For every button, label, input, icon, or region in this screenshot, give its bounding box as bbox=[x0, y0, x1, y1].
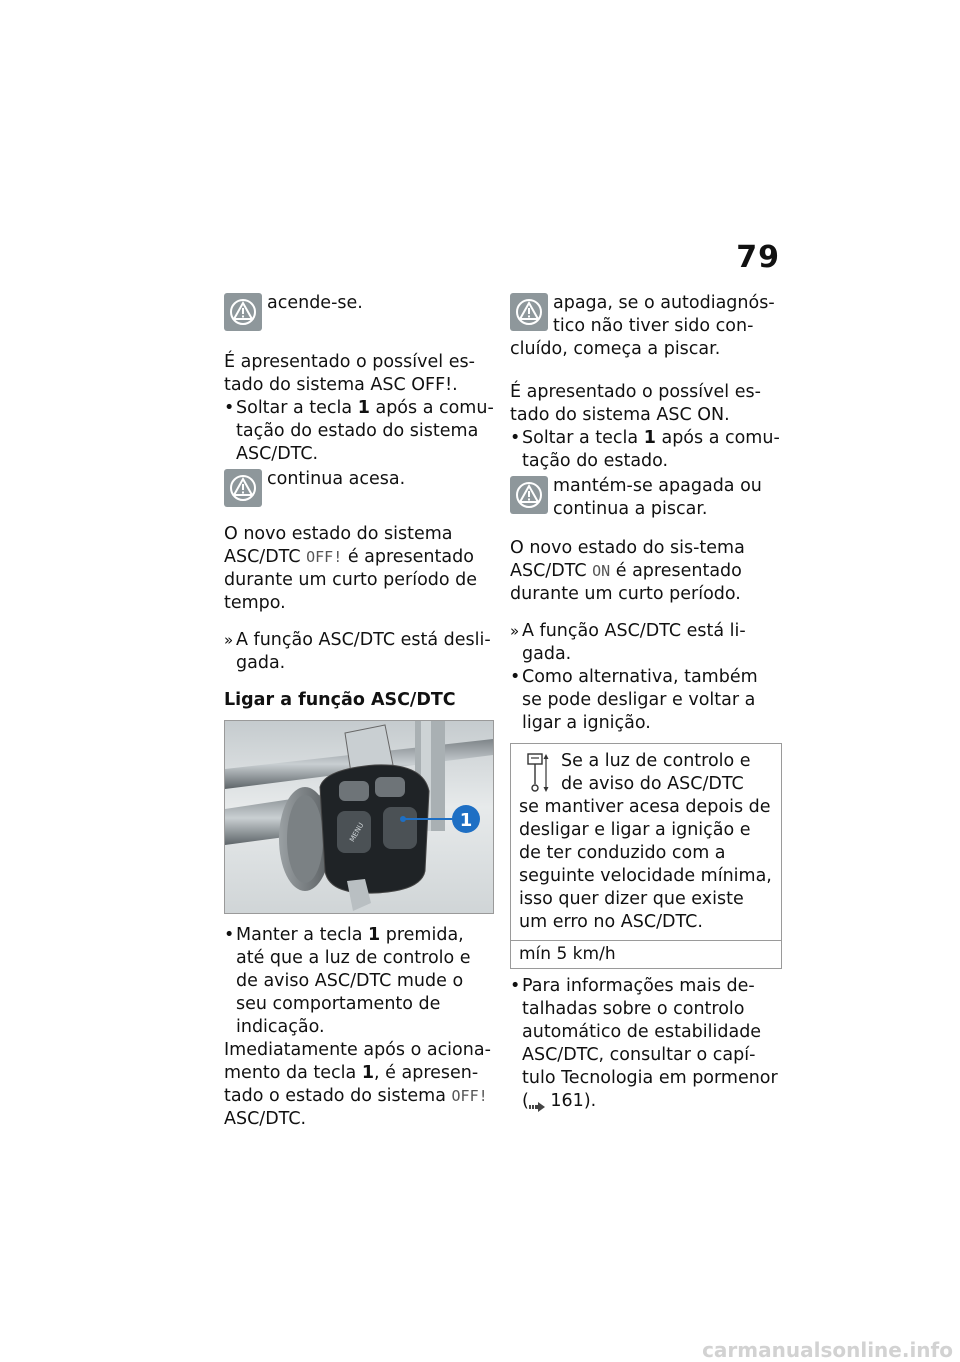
paragraph-new-state: O novo estado do sistema ASC/DTC OFF! é apresentado durante um curto período de tempo. bbox=[224, 524, 478, 613]
asc-warning-light-icon bbox=[224, 469, 262, 507]
bullet-release-key: • Soltar a tecla 1 após a comu-tação do estado do sistema ASC/DTC. bbox=[224, 397, 496, 466]
reference-page-number[interactable]: 161 bbox=[550, 1091, 584, 1111]
asc-warning-light-icon bbox=[510, 476, 548, 514]
asc-warning-light-icon bbox=[224, 293, 262, 331]
warning-text-1: acende-se. bbox=[267, 293, 363, 313]
bullet-hold-key: • Manter a tecla 1 premida, até que a luz de controlo e de aviso ASC/DTC mude o seu comportamento de indicação. bbox=[224, 924, 496, 1039]
paragraph-new-state-on: O novo estado do sis-tema ASC/DTC ON é apresentado durante um curto período. bbox=[510, 538, 745, 604]
warning-row-2 bbox=[224, 468, 496, 507]
page-reference-arrow-icon bbox=[529, 1096, 545, 1106]
asc-warning-light-icon bbox=[510, 293, 548, 331]
tool-note-icon bbox=[525, 752, 551, 794]
note-callout bbox=[510, 743, 782, 940]
warning-row-4 bbox=[510, 475, 782, 521]
bullet-release-key-on: • Soltar a tecla 1 após a comu-tação do estado. bbox=[510, 427, 782, 473]
minimum-speed-value: mín 5 km/h bbox=[510, 940, 782, 969]
warning-text-3: apaga, se o autodiagnós-tico não tiver sido con-cluído, começa a piscar. bbox=[510, 293, 775, 359]
right-column bbox=[510, 292, 782, 1113]
warning-text-2: continua acesa. bbox=[267, 469, 406, 489]
paragraph-state-on: É apresentado o possível es-tado do sistema ASC ON. bbox=[510, 382, 761, 425]
note-head-text: Se a luz de controlo e de aviso do ASC/DTC bbox=[561, 751, 751, 794]
warning-text-4: mantém-se apagada ou continua a piscar. bbox=[553, 476, 762, 519]
result-disabled: » A função ASC/DTC está desli-gada. bbox=[224, 629, 496, 675]
note-body: se mantiver acesa depois de desligar e ligar a ignição e de ter conduzido com a seguinte velocidade mínima, isso quer dizer que existe um erro no ASC/DTC. bbox=[519, 797, 772, 932]
watermark: carmanualsonline.info bbox=[702, 1338, 953, 1362]
paragraph-state-off: É apresentado o possível es-tado do sistema ASC OFF!. bbox=[224, 352, 475, 395]
result-enabled: » A função ASC/DTC está li-gada. bbox=[510, 620, 782, 666]
bullet-more-info: • Para informações mais de-talhadas sobre o controlo automático de estabilidade ASC/DTC, consultar o capí-tulo Tecnologia em pormenor ( 161). bbox=[510, 975, 782, 1113]
warning-row-3 bbox=[510, 292, 782, 361]
note-head bbox=[519, 750, 773, 796]
left-column bbox=[224, 292, 496, 1131]
bullet-ignition-alternative: • Como alternativa, também se pode desligar e voltar a ligar a ignição. bbox=[510, 666, 782, 735]
section-heading: Ligar a função ASC/DTC bbox=[224, 690, 456, 710]
handlebar-switch-figure bbox=[224, 720, 494, 914]
page-number: 79 bbox=[736, 240, 780, 275]
warning-row-1 bbox=[224, 292, 496, 331]
menu-label: MENU bbox=[348, 821, 366, 844]
paragraph-after-actuation: Imediatamente após o aciona-mento da tecla 1, é apresen-tado o estado do sistema OFF! ASC/DTC. bbox=[224, 1040, 491, 1129]
figure-callout-1: 1 bbox=[459, 810, 473, 831]
